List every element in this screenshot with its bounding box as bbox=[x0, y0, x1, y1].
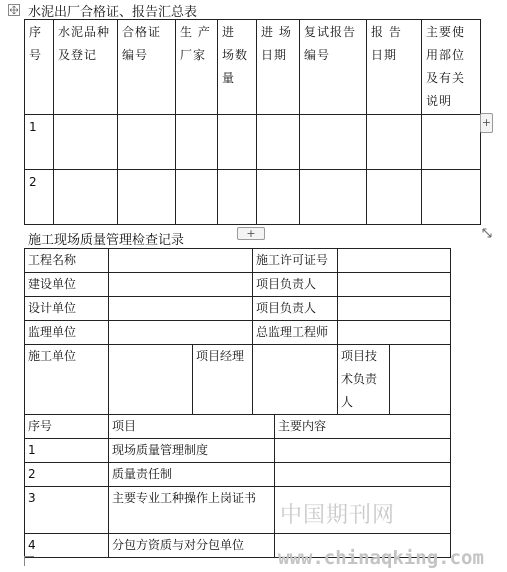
column-header: 序号 bbox=[25, 415, 109, 439]
field-value[interactable] bbox=[109, 321, 253, 345]
header-cell[interactable]: 复试报告编号 bbox=[300, 20, 367, 115]
field-value[interactable] bbox=[390, 345, 451, 415]
page-corner-mark bbox=[24, 556, 34, 566]
field-label: 项目经理 bbox=[193, 345, 253, 415]
field-value[interactable] bbox=[338, 249, 451, 273]
table-cell[interactable]: 质量责任制 bbox=[109, 463, 275, 487]
table-cell[interactable] bbox=[367, 170, 422, 225]
field-label: 设计单位 bbox=[25, 297, 109, 321]
field-label: 建设单位 bbox=[25, 273, 109, 297]
table-cell[interactable] bbox=[118, 115, 176, 170]
watermark-text: 中国期刊网 bbox=[280, 503, 396, 528]
add-column-button[interactable]: + bbox=[480, 113, 493, 133]
move-handle-icon[interactable] bbox=[8, 4, 20, 19]
header-cell[interactable]: 主要使用部位及有关说明 bbox=[422, 20, 481, 115]
table-row bbox=[25, 170, 481, 225]
column-header: 项目 bbox=[109, 415, 275, 439]
field-label: 施工单位 bbox=[25, 345, 109, 415]
field-value[interactable] bbox=[109, 249, 253, 273]
field-value[interactable] bbox=[253, 345, 338, 415]
field-value[interactable] bbox=[338, 297, 451, 321]
header-cell[interactable]: 进 场日期 bbox=[257, 20, 300, 115]
column-header: 主要内容 bbox=[275, 415, 451, 439]
table-cell[interactable]: 3 bbox=[25, 487, 109, 534]
table-cell[interactable] bbox=[54, 115, 118, 170]
table-cell[interactable] bbox=[275, 463, 451, 487]
header-cell[interactable]: 合格证编号 bbox=[118, 20, 176, 115]
table2-title: 施工现场质量管理检查记录 bbox=[28, 233, 185, 248]
table1-header-row bbox=[25, 20, 481, 115]
table-cell[interactable]: 主要专业工种操作上岗证书 bbox=[109, 487, 275, 534]
table-cell[interactable] bbox=[118, 170, 176, 225]
table-cell[interactable] bbox=[367, 115, 422, 170]
table-cell[interactable]: 1 bbox=[25, 439, 109, 463]
table-row bbox=[25, 273, 451, 297]
field-label: 项目负责人 bbox=[253, 273, 338, 297]
table-cell[interactable]: 4 bbox=[25, 534, 109, 558]
table-cell[interactable] bbox=[422, 170, 481, 225]
table-row bbox=[25, 321, 451, 345]
table-cell[interactable] bbox=[257, 170, 300, 225]
list-header-row bbox=[25, 415, 451, 439]
table-cell[interactable] bbox=[257, 115, 300, 170]
header-cell[interactable]: 报 告 日期 bbox=[367, 20, 422, 115]
field-label: 总监理工程师 bbox=[253, 321, 338, 345]
field-label: 项目负责人 bbox=[253, 297, 338, 321]
field-value[interactable] bbox=[109, 345, 193, 415]
cement-certificate-table bbox=[24, 19, 481, 225]
header-cell[interactable]: 水泥品种及登记 bbox=[54, 20, 118, 115]
field-value[interactable] bbox=[338, 321, 451, 345]
field-label: 项目技术负责人 bbox=[338, 345, 390, 415]
table-row bbox=[25, 115, 481, 170]
table-cell[interactable] bbox=[176, 115, 218, 170]
table-cell[interactable]: 1 bbox=[25, 115, 54, 170]
field-label: 施工许可证号 bbox=[253, 249, 338, 273]
table-row bbox=[25, 249, 451, 273]
field-value[interactable] bbox=[338, 273, 451, 297]
table-cell[interactable] bbox=[275, 439, 451, 463]
field-label: 监理单位 bbox=[25, 321, 109, 345]
header-cell[interactable]: 序号 bbox=[25, 20, 54, 115]
field-label: 工程名称 bbox=[25, 249, 109, 273]
add-row-button[interactable]: + bbox=[237, 227, 265, 240]
table-cell[interactable] bbox=[176, 170, 218, 225]
table-cell[interactable]: 分包方资质与对分包单位 bbox=[109, 534, 275, 558]
table-row bbox=[25, 463, 451, 487]
table-row bbox=[25, 439, 451, 463]
table-cell[interactable] bbox=[422, 115, 481, 170]
table-cell[interactable] bbox=[300, 115, 367, 170]
field-value[interactable] bbox=[109, 273, 253, 297]
table-cell[interactable] bbox=[218, 170, 257, 225]
field-value[interactable] bbox=[109, 297, 253, 321]
table-cell[interactable]: 2 bbox=[25, 170, 54, 225]
table-cell[interactable] bbox=[218, 115, 257, 170]
header-cell[interactable]: 进 场数量 bbox=[218, 20, 257, 115]
watermark-url: www.chinaqking.com bbox=[278, 547, 484, 569]
table-cell[interactable] bbox=[54, 170, 118, 225]
table-row bbox=[25, 345, 451, 415]
table-row bbox=[25, 297, 451, 321]
header-cell[interactable]: 生 产厂家 bbox=[176, 20, 218, 115]
resize-handle-icon[interactable] bbox=[481, 227, 493, 242]
table-cell[interactable] bbox=[300, 170, 367, 225]
table-cell[interactable]: 2 bbox=[25, 463, 109, 487]
table-cell[interactable]: 现场质量管理制度 bbox=[109, 439, 275, 463]
table1-title: 水泥出厂合格证、报告汇总表 bbox=[28, 5, 198, 20]
